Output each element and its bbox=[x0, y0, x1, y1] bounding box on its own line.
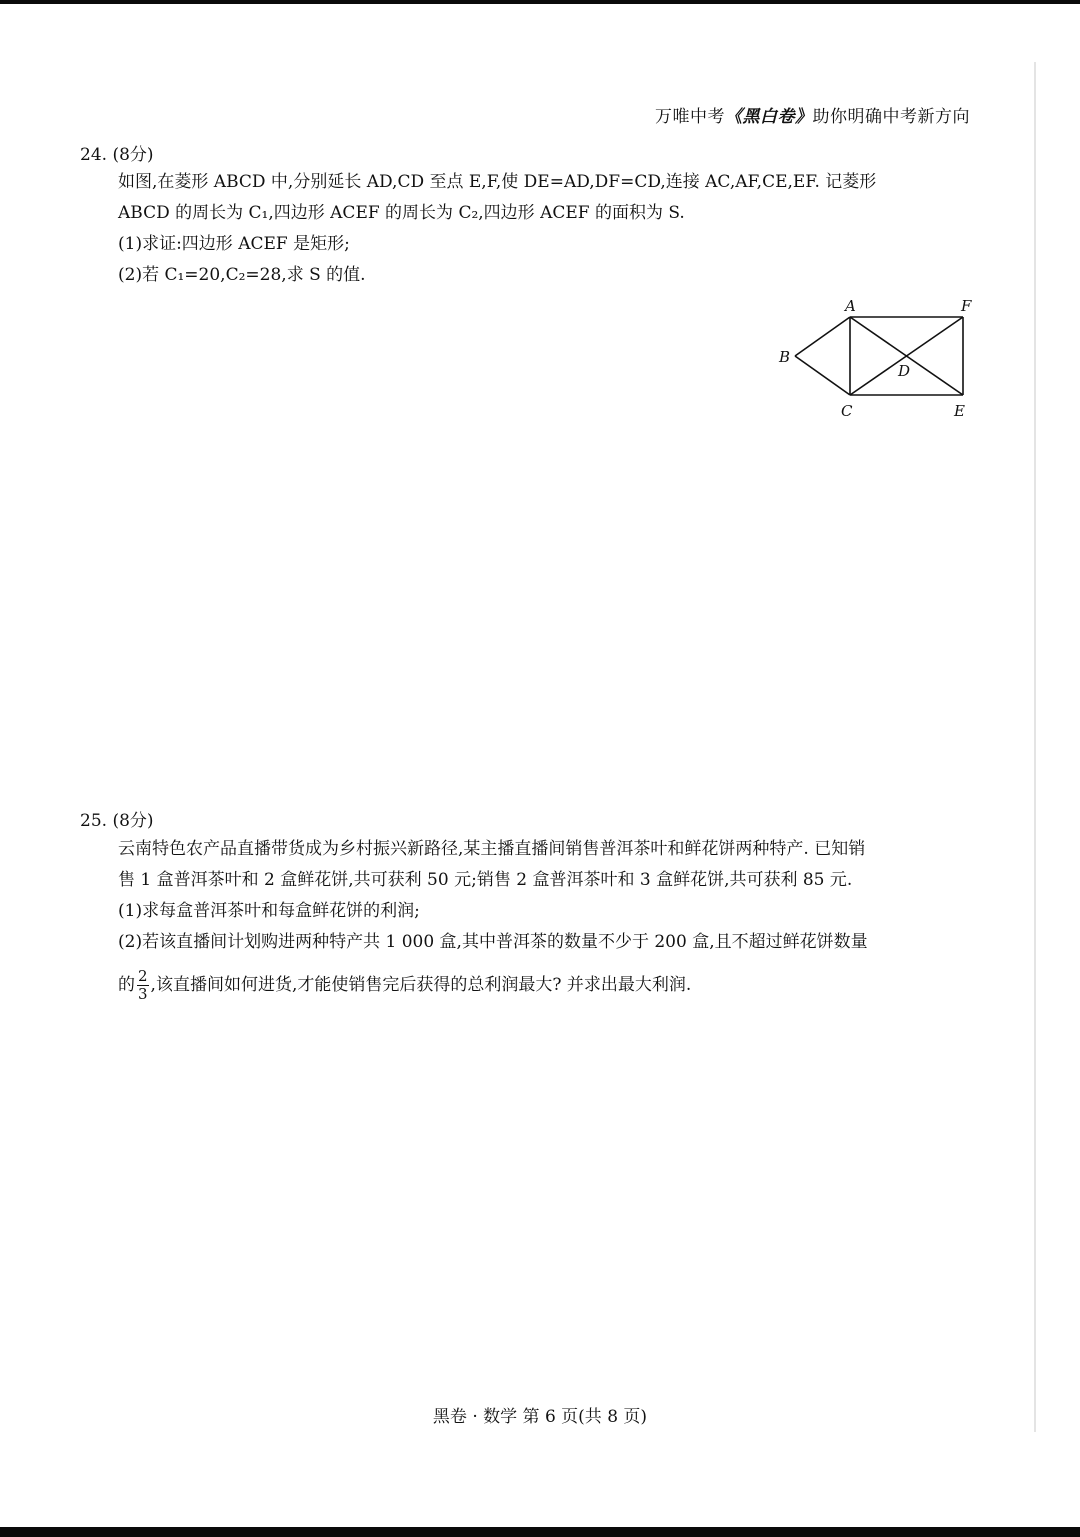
fraction-two-thirds bbox=[137, 968, 149, 1003]
scan-top-border bbox=[0, 0, 1080, 4]
rhombus-rectangle-figure bbox=[770, 292, 990, 422]
question-25-line-1: 云南特色农产品直播带货成为乡村振兴新路径,某主播直播间销售普洱茶叶和鲜花饼两种特产. 已知销 bbox=[118, 839, 866, 859]
question-24-line-1: 如图,在菱形 ABCD 中,分别延长 AD,CD 至点 E,F,使 DE=AD,DF=CD,连接 AC,AF,CE,EF. 记菱形 bbox=[118, 172, 877, 192]
fraction-denominator: 3 bbox=[138, 985, 148, 1003]
label-A: A bbox=[845, 297, 856, 315]
label-B: B bbox=[779, 348, 791, 366]
fraction-numerator: 2 bbox=[138, 967, 148, 985]
question-24-score: (8分) bbox=[112, 145, 154, 165]
segment-AB bbox=[795, 317, 850, 356]
question-25-score: (8分) bbox=[112, 811, 154, 831]
question-24-number: 24. bbox=[80, 145, 108, 165]
label-C: C bbox=[841, 402, 853, 420]
segment-BC bbox=[795, 356, 850, 395]
page-edge-shadow bbox=[1034, 62, 1036, 1432]
header-brand: 《黑白卷》 bbox=[725, 107, 813, 127]
header-prefix: 万唯中考 bbox=[655, 107, 725, 127]
part-2-suffix: ,该直播间如何进货,才能使销售完后获得的总利润最大? 并求出最大利润. bbox=[150, 975, 692, 995]
question-25-number: 25. bbox=[80, 811, 108, 831]
page-header bbox=[655, 102, 970, 127]
label-F: F bbox=[961, 297, 972, 315]
label-E: E bbox=[954, 402, 965, 420]
page-footer: 黑卷 · 数学 第 6 页(共 8 页) bbox=[432, 1407, 648, 1427]
scan-bottom-border bbox=[0, 1527, 1080, 1537]
question-25-part-2: (2)若该直播间计划购进两种特产共 1 000 盒,其中普洱茶的数量不少于 200 盒,且不超过鲜花饼数量 bbox=[118, 932, 868, 952]
part-2-prefix: 的 bbox=[118, 975, 135, 995]
question-24-part-1: (1)求证:四边形 ACEF 是矩形; bbox=[118, 234, 350, 254]
question-25-body bbox=[118, 834, 868, 1012]
question-24-heading bbox=[80, 140, 154, 165]
question-24-part-2: (2)若 C₁=20,C₂=28,求 S 的值. bbox=[118, 265, 366, 285]
question-25-line-2: 售 1 盒普洱茶叶和 2 盒鲜花饼,共可获利 50 元;销售 2 盒普洱茶叶和 3 盒鲜花饼,共可获利 85 元. bbox=[118, 870, 853, 890]
label-D: D bbox=[898, 362, 911, 380]
question-25-part-1: (1)求每盒普洱茶叶和每盒鲜花饼的利润; bbox=[118, 901, 420, 921]
question-25-heading bbox=[80, 806, 154, 831]
question-24-line-2: ABCD 的周长为 C₁,四边形 ACEF 的周长为 C₂,四边形 ACEF 的面积为 S. bbox=[118, 203, 685, 223]
header-suffix: 助你明确中考新方向 bbox=[812, 107, 970, 127]
question-24-body bbox=[118, 167, 876, 291]
question-25-part-2-continued bbox=[118, 968, 868, 1012]
